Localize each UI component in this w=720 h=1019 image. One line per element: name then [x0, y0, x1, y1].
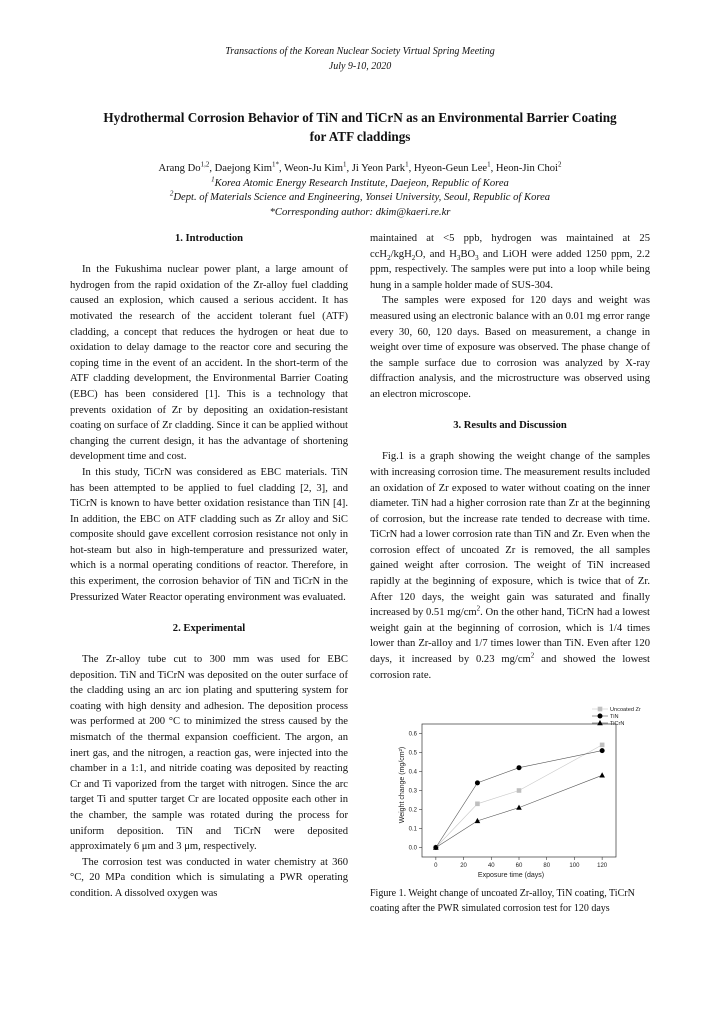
paper-title — [70, 108, 650, 146]
x-tick-label: 0 — [434, 863, 438, 869]
figure-1-chart — [370, 700, 652, 882]
x-tick-label: 80 — [543, 863, 551, 869]
affiliation-2 — [60, 191, 660, 206]
y-axis-label: Weight change (mg/cm²) — [399, 746, 406, 824]
data-point — [599, 772, 605, 777]
author-affiliation-sup: 2 — [558, 160, 562, 169]
conference-date: July 9-10, 2020 — [328, 61, 392, 72]
right-column — [370, 231, 650, 683]
series-tin — [433, 748, 604, 850]
data-point — [600, 743, 605, 748]
author-affiliation-sup: 1 — [487, 160, 491, 169]
series-line — [436, 751, 602, 848]
experimental-paragraph-1: The Zr-alloy tube cut to 300 mm was used for EBC deposition. TiN and TiCrN was deposited on the outer surface of the cladding using an arc ion plating and sputtering system for coating with high density and adhesion. The deposition process was performed at 200 °C to minimized the stress caused by the mismatch of the thermal expansion coefficient. The argon, an inert gas, and the nitrogen, a reaction gas, were injected into the chamber in a 1:1, and nitride coating was deposited by reacting Cr and Ti vaporized from the target with nitrogen. Since the arc target Ti and sputter target Cr are located opposite each other in the chamber, the sample was rotated during the process for uniform deposition. TiN and TiCrN were deposited approximately 6 μm and 3 μm, respectively. — [70, 654, 348, 853]
x-tick-label: 100 — [569, 863, 580, 869]
figure-1-caption: Figure 1. Weight change of uncoated Zr-alloy, TiN coating, TiCrN coating after the PWR simulated corrosion test for 120 days — [370, 888, 635, 914]
affiliation-text: Dept. of Materials Science and Engineering, Yonsei University, Seoul, Republic of Korea — [173, 192, 551, 204]
chart-legend — [592, 707, 641, 727]
x-tick-label: 40 — [487, 863, 495, 869]
title-line-1: Hydrothermal Corrosion Behavior of TiN and TiCrN as an Environmental Barrier Coating — [103, 110, 617, 125]
author-name: Daejong Kim — [214, 163, 272, 174]
title-line-2: for ATF claddings — [309, 129, 411, 144]
series-ticrn — [433, 772, 605, 849]
data-point — [475, 802, 480, 807]
conference-header — [0, 44, 720, 74]
y-tick-label: 0.4 — [408, 769, 417, 776]
legend-label: TiN — [610, 714, 619, 720]
author-block — [60, 162, 660, 220]
affiliation-1 — [60, 177, 660, 192]
y-tick-label: 0.2 — [408, 807, 417, 814]
experimental-paragraph-4: The samples were exposed for 120 days and weight was measured using an electronic balance with an 0.01 mg error range every 30, 60, 120 days. Based on measurement, a change in weight over time of exposure was observed. The phase change of the sample surface due to corrosion was analyzed by X-ray diffraction analysis, and the microstructure was observed using an electron microscope. — [370, 295, 650, 400]
corresponding-author: *Corresponding author: dkim@kaeri.re.kr — [269, 206, 451, 218]
data-point — [600, 748, 605, 753]
legend-label: Uncoated Zr — [610, 707, 641, 713]
intro-paragraph-2: In this study, TiCrN was considered as EBC materials. TiN has been attempted to be applied to fuel cladding [2, 3], and TiCrN is known to have better oxidation resistance than TiN [4]. In addition, the EBC on ATF cladding such as Zr alloy and SiC composite should gave excellent corrosion resistance not only in hot-steam but also in high-temperature and pressurized water, which is a normal operating conditions of reactor. Therefore, in this experiment, the corrosion behavior of TiN and TiCrN in the Pressurized Water Reactor operating environment was evaluated. — [70, 466, 348, 603]
data-point — [475, 780, 480, 785]
data-point — [516, 805, 522, 810]
author-name: Hyeon-Geun Lee — [413, 163, 488, 174]
section-heading-introduction: 1. Introduction — [174, 233, 244, 244]
author-name: Heon-Jin Choi — [495, 163, 558, 174]
author-affiliation-sup: 1 — [342, 160, 347, 169]
y-tick-label: 0.3 — [408, 788, 417, 795]
section-heading-experimental: 2. Experimental — [172, 622, 246, 634]
affiliation-sup: 2 — [169, 189, 174, 198]
section-heading-results: 3. Results and Discussion — [453, 420, 567, 432]
legend-marker — [598, 714, 603, 719]
legend-marker — [597, 720, 603, 725]
y-tick-label: 0.0 — [408, 845, 417, 852]
series-uncoated-zr — [434, 743, 605, 850]
series-line — [436, 745, 602, 848]
conference-name: Transactions of the Korean Nuclear Society Virtual Spring Meeting — [225, 46, 495, 57]
author-affiliation-sup: 1* — [271, 160, 279, 169]
y-tick-label: 0.1 — [408, 826, 417, 833]
x-tick-label: 60 — [515, 863, 523, 869]
author-affiliation-sup: 1,2 — [200, 160, 210, 169]
author-affiliation-sup: 1 — [405, 160, 409, 169]
affiliation-text: Korea Atomic Energy Research Institute, Daejeon, Republic of Korea — [214, 177, 509, 189]
data-point — [517, 765, 522, 770]
experimental-paragraph-2: The corrosion test was conducted in water chemistry at 360 °C, 20 MPa condition which is simulating a PWR operating condition. A dissolved oxygen was — [70, 856, 348, 899]
data-point — [517, 788, 522, 793]
legend-label: TiCrN — [610, 721, 625, 727]
left-column — [70, 231, 348, 902]
chart-series — [433, 743, 605, 850]
author-name: Arang Do — [158, 163, 201, 174]
chart-axes — [409, 724, 616, 869]
intro-paragraph-1: In the Fukushima nuclear power plant, a large amount of hydrogen from the rapid oxidation of the Zr-alloy fuel cladding caused an explosion, which caused a serious accident. It has motivated the research of the accident tolerant fuel (ATF) cladding, a concept that reduces the hydrogen or heat due to oxidation to delay damage to the reactor core and securing the coping time in the event of an accident. In the short-term of the ATF cladding development, the Environmental Barrier Coating (EBC) has been considered [1]. This is a technology that prevents oxidation of Zr by depositing an oxidation-resistant coating on surface of Zr cladding. Since it can be applied without changing the current design, it has the advantage of shortening development time and cost. — [70, 264, 348, 463]
x-tick-label: 120 — [597, 863, 608, 869]
author-name: Weon-Ju Kim — [284, 163, 343, 174]
author-name: Ji Yeon Park — [351, 163, 406, 174]
series-line — [436, 775, 602, 847]
experimental-paragraph-3: maintained at <5 ppb, hydrogen was maintained at 25 ccH$_2$/kgH$_2$O, and $H_3BO_3$ and LiOH were added 1250 ppm, 2.2 ppm, respectively. The samples were put into a loop while being hung in a sample holder made of SUS-304. — [370, 233, 650, 291]
x-axis-label: Exposure time (days) — [477, 872, 545, 879]
x-tick-label: 20 — [460, 863, 467, 869]
author-list: Arang Do$^{1,2}$, Daejong Kim$^{1*}$, Weon-Ju Kim$^1$, Ji Yeon Park$^1$, Hyeon-Geun Lee$^1$, Heon-Jin Choi$^2$ — [158, 160, 562, 174]
affiliation-sup: 1 — [211, 175, 215, 184]
y-tick-label: 0.6 — [408, 731, 417, 738]
legend-marker — [598, 707, 603, 712]
results-paragraph-1: Fig.1 is a graph showing the weight change of the samples with increasing corrosion time. The measurement results included an oxidation of Zr exposed to water without coating on the inner diameter. TiN had a higher corrosion rate than Zr at the beginning of corrosion, but the increase rate tended to decrease with time. TiCrN had a lower corrosion rate than TiN and Zr. Even when the corrosion effect of uncoated Zr is removed, the all samples gained weight after corrosion. The weight of TiN increased rapidly at the beginning of exposure, which is twice that of Zr. After 120 days, the weight gain was saturated and finally increased by 0.51 $mg/cm^2$. On the other hand, TiCrN had a lowest weight gain at the beginning of corrosion, which is 1/4 times lower than Zr-alloy and 1/7 times lower than TiN. Even after 120 days, it increased by 0.23 $mg/cm^2$ and showed the lowest corrosion rate. — [370, 451, 650, 681]
y-tick-label: 0.5 — [408, 750, 417, 757]
